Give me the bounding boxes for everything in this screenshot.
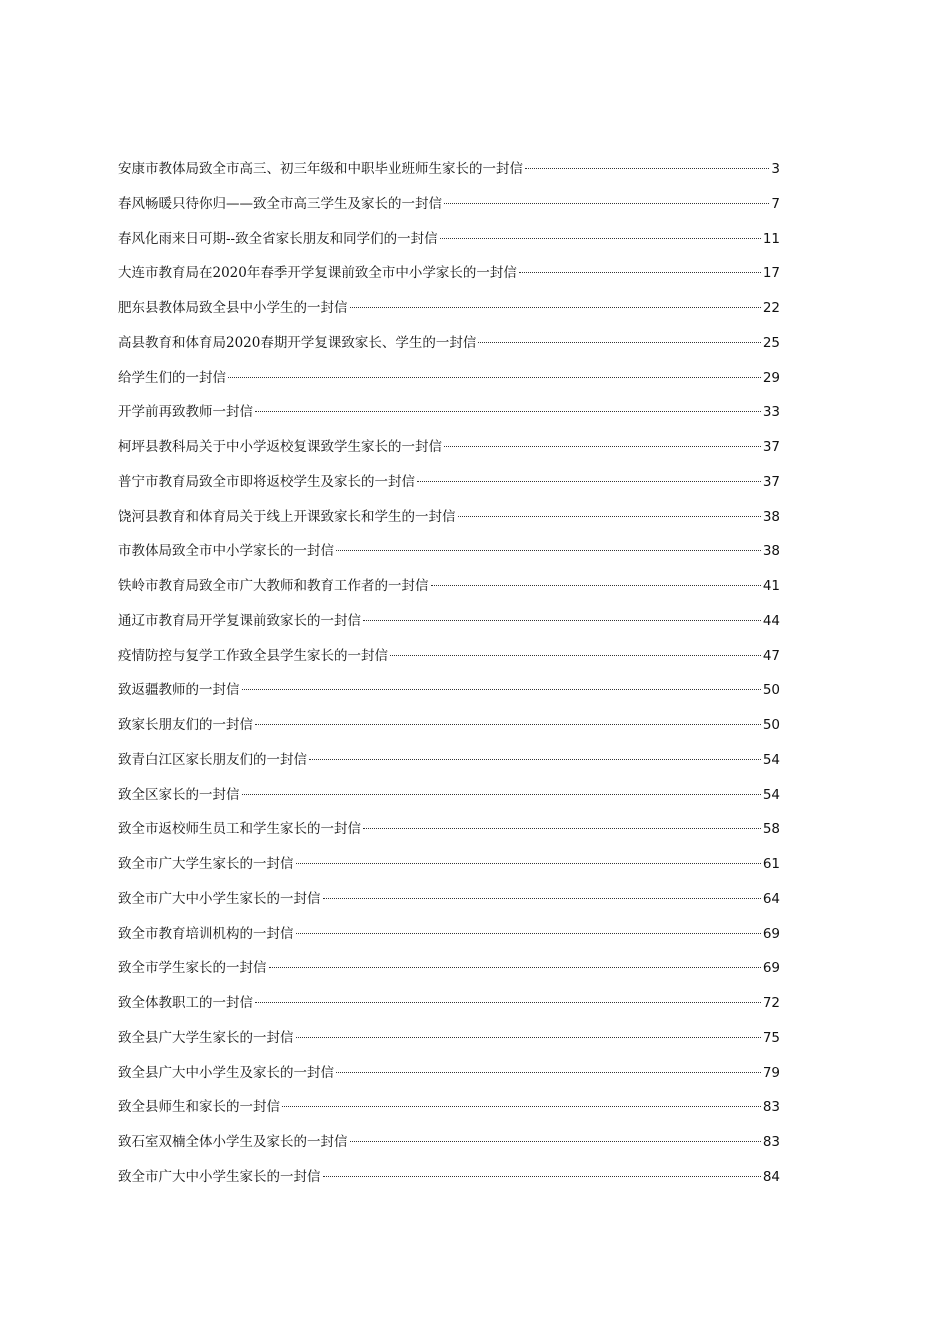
toc-dot-leader: [296, 933, 761, 934]
toc-dot-leader: [228, 377, 761, 378]
toc-dot-leader: [336, 1072, 761, 1073]
toc-entry-page-number: 84: [762, 1168, 780, 1185]
toc-entry-title[interactable]: 致青白江区家长朋友们的一封信: [118, 751, 307, 768]
toc-entry[interactable]: [118, 361, 780, 396]
toc-entry-title[interactable]: 春风畅暖只待你归——致全市高三学生及家长的一封信: [118, 195, 442, 212]
toc-entry[interactable]: [118, 430, 780, 465]
toc-entry-title[interactable]: 致全区家长的一封信: [118, 786, 240, 803]
toc-entry-title[interactable]: 春风化雨来日可期--致全省家长朋友和同学们的一封信: [118, 230, 438, 247]
toc-dot-leader: [363, 828, 761, 829]
table-of-contents: [118, 152, 780, 1195]
toc-dot-leader: [323, 898, 761, 899]
toc-entry-page-number: 83: [762, 1099, 780, 1116]
toc-entry-title[interactable]: 安康市教体局致全市高三、初三年级和中职毕业班师生家长的一封信: [118, 161, 523, 177]
toc-entry-page-number: 7: [771, 195, 780, 212]
toc-dot-leader: [309, 759, 761, 760]
toc-entry-title[interactable]: 致返疆教师的一封信: [118, 682, 240, 699]
toc-entry-title[interactable]: 疫情防控与复学工作致全县学生家长的一封信: [118, 647, 388, 664]
toc-entry[interactable]: [118, 951, 780, 986]
toc-entry-page-number: 58: [762, 821, 780, 838]
toc-entry-page-number: 37: [762, 439, 780, 455]
toc-entry-title[interactable]: 致全县师生和家长的一封信: [118, 1099, 280, 1116]
toc-entry-title[interactable]: 致全县广大学生家长的一封信: [118, 1029, 294, 1046]
toc-entry-title[interactable]: 致全市广大学生家长的一封信: [118, 856, 294, 872]
toc-entry[interactable]: [118, 917, 780, 952]
toc-entry-title[interactable]: 普宁市教育局致全市即将返校学生及家长的一封信: [118, 473, 415, 490]
toc-entry-title[interactable]: 致家长朋友们的一封信: [118, 717, 253, 733]
toc-entry-page-number: 61: [762, 856, 780, 872]
toc-entry-page-number: 50: [762, 682, 780, 699]
toc-dot-leader: [440, 238, 761, 239]
toc-entry-title[interactable]: 致全市返校师生员工和学生家长的一封信: [118, 821, 361, 838]
toc-entry-page-number: 69: [762, 960, 780, 977]
toc-entry-page-number: 41: [762, 578, 780, 594]
toc-entry-title[interactable]: 饶河县教育和体育局关于线上开课致家长和学生的一封信: [118, 508, 456, 525]
toc-dot-leader: [296, 863, 761, 864]
toc-entry-page-number: 29: [762, 369, 780, 386]
toc-dot-leader: [390, 655, 761, 656]
toc-entry-page-number: 37: [762, 473, 780, 490]
toc-entry-page-number: 75: [762, 1029, 780, 1046]
toc-entry-title[interactable]: 致全体教职工的一封信: [118, 995, 253, 1011]
toc-entry[interactable]: [118, 534, 780, 569]
toc-entry[interactable]: [118, 882, 780, 917]
toc-entry[interactable]: [118, 812, 780, 847]
toc-entry-page-number: 38: [762, 543, 780, 560]
toc-entry-title[interactable]: 肥东县教体局致全县中小学生的一封信: [118, 300, 348, 316]
toc-entry[interactable]: [118, 187, 780, 222]
toc-entry[interactable]: [118, 500, 780, 535]
toc-dot-leader: [478, 342, 760, 343]
toc-entry-page-number: 3: [771, 161, 780, 177]
toc-entry[interactable]: [118, 743, 780, 778]
toc-entry[interactable]: [118, 569, 780, 604]
toc-entry-title[interactable]: 通辽市教育局开学复课前致家长的一封信: [118, 612, 361, 629]
toc-dot-leader: [323, 1176, 761, 1177]
toc-entry-title[interactable]: 开学前再致教师一封信: [118, 404, 253, 421]
toc-dot-leader: [363, 620, 761, 621]
toc-entry[interactable]: [118, 152, 780, 187]
toc-entry-title[interactable]: 大连市教育局在2020年春季开学复课前致全市中小学家长的一封信: [118, 265, 517, 282]
toc-entry-page-number: 44: [762, 612, 780, 629]
toc-dot-leader: [282, 1106, 761, 1107]
toc-dot-leader: [444, 203, 769, 204]
toc-entry-page-number: 11: [762, 230, 780, 247]
toc-entry[interactable]: [118, 1056, 780, 1091]
toc-entry[interactable]: [118, 222, 780, 257]
toc-entry-title[interactable]: 致全市广大中小学生家长的一封信: [118, 1168, 321, 1185]
toc-dot-leader: [255, 724, 761, 725]
toc-entry[interactable]: [118, 708, 780, 743]
toc-entry-title[interactable]: 柯坪县教科局关于中小学返校复课致学生家长的一封信: [118, 439, 442, 455]
toc-entry-title[interactable]: 给学生们的一封信: [118, 369, 226, 386]
toc-dot-leader: [350, 1141, 761, 1142]
toc-entry-page-number: 83: [762, 1134, 780, 1150]
toc-entry[interactable]: [118, 256, 780, 291]
toc-entry-page-number: 69: [762, 925, 780, 942]
toc-dot-leader: [458, 516, 761, 517]
toc-entry[interactable]: [118, 1125, 780, 1160]
toc-entry-page-number: 50: [762, 717, 780, 733]
toc-entry-page-number: 54: [762, 786, 780, 803]
toc-dot-leader: [417, 481, 761, 482]
toc-entry[interactable]: [118, 326, 780, 361]
toc-entry[interactable]: [118, 639, 780, 674]
toc-entry[interactable]: [118, 986, 780, 1021]
toc-dot-leader: [444, 446, 761, 447]
toc-dot-leader: [519, 272, 761, 273]
toc-dot-leader: [242, 689, 761, 690]
toc-dot-leader: [431, 585, 761, 586]
toc-entry-title[interactable]: 高县教育和体育局2020春期开学复课致家长、学生的一封信: [118, 334, 477, 351]
toc-dot-leader: [336, 550, 761, 551]
toc-entry[interactable]: [118, 673, 780, 708]
toc-entry-page-number: 17: [762, 265, 780, 282]
toc-dot-leader: [525, 168, 769, 169]
toc-entry-page-number: 72: [762, 995, 780, 1011]
toc-entry-title[interactable]: 致全市教育培训机构的一封信: [118, 925, 294, 942]
toc-entry-page-number: 22: [762, 300, 780, 316]
toc-entry[interactable]: [118, 291, 780, 326]
toc-entry[interactable]: [118, 1160, 780, 1195]
toc-entry-title[interactable]: 致全县广大中小学生及家长的一封信: [118, 1064, 334, 1081]
toc-entry-title[interactable]: 致石室双楠全体小学生及家长的一封信: [118, 1134, 348, 1150]
toc-entry-title[interactable]: 市教体局致全市中小学家长的一封信: [118, 543, 334, 560]
toc-dot-leader: [350, 307, 761, 308]
toc-entry-page-number: 79: [762, 1064, 780, 1081]
toc-dot-leader: [255, 411, 761, 412]
toc-dot-leader: [269, 967, 761, 968]
toc-entry-page-number: 38: [762, 508, 780, 525]
toc-entry[interactable]: [118, 465, 780, 500]
toc-entry-page-number: 33: [762, 404, 780, 421]
toc-entry-page-number: 64: [762, 890, 780, 907]
toc-entry-page-number: 54: [762, 751, 780, 768]
toc-entry[interactable]: [118, 1090, 780, 1125]
toc-entry[interactable]: [118, 778, 780, 813]
toc-dot-leader: [242, 794, 761, 795]
toc-entry-title[interactable]: 致全市学生家长的一封信: [118, 960, 267, 977]
toc-entry[interactable]: [118, 1021, 780, 1056]
toc-entry[interactable]: [118, 847, 780, 882]
toc-entry-page-number: 25: [762, 334, 780, 351]
toc-dot-leader: [296, 1037, 761, 1038]
toc-dot-leader: [255, 1002, 761, 1003]
toc-entry[interactable]: [118, 604, 780, 639]
toc-entry-title[interactable]: 铁岭市教育局致全市广大教师和教育工作者的一封信: [118, 578, 429, 594]
toc-entry-title[interactable]: 致全市广大中小学生家长的一封信: [118, 890, 321, 907]
toc-entry-page-number: 47: [762, 647, 780, 664]
toc-entry[interactable]: [118, 395, 780, 430]
